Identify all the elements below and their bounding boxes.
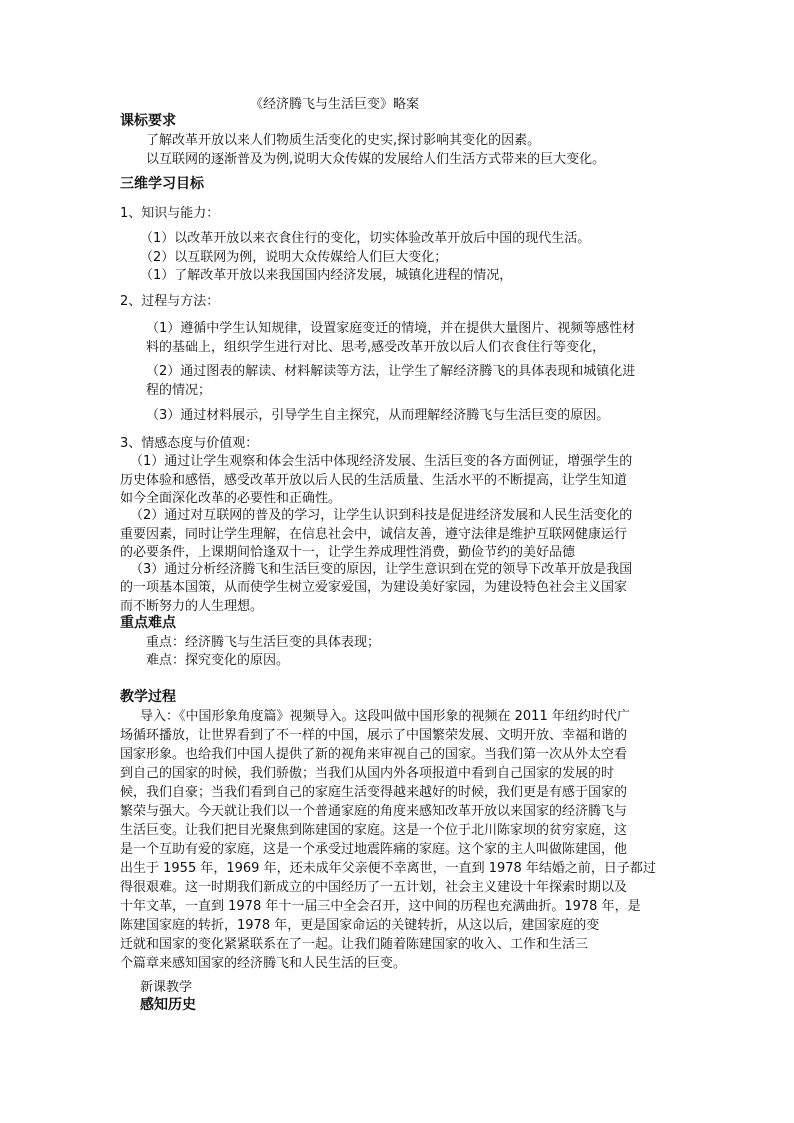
document-title: 《经济腾飞与生活巨变》略案 <box>250 97 420 112</box>
jiaoxue-line: 个篇章来感知国家的经济腾飞和人民生活的巨变。 <box>120 956 407 971</box>
zhishi-item: （1）了解改革开放以来我国国内经济发展，城镇化进程的情况， <box>140 268 513 283</box>
kebiao-line: 了解改革开放以来人们物质生活变化的史实,探讨影响其变化的因素。 <box>146 133 541 148</box>
heading-sanwei: 三维学习目标 <box>120 176 204 192</box>
guocheng-item-cont: 程的情况； <box>146 383 212 398</box>
qinggan-item-cont: 而不断努力的人生理想。 <box>120 599 264 614</box>
guocheng-label: 2、过程与方法： <box>120 294 220 309</box>
jiaoxue-line: 生活巨变。让我们把目光聚焦到陈建国的家庭。这是一个位于北川陈家坝的贫穷家庭，这 <box>120 823 628 838</box>
jiaoxue-line: 得很艰难。这一时期我们新成立的中国经历了一五计划，社会主义建设十年探索时期以及 <box>120 880 628 895</box>
qinggan-item-cont: 重要因素，同时让学生理解，在信息社会中，诚信友善，遵守法律是维护互联网健康运行 <box>120 527 628 542</box>
jiaoxue-line: 十年文革，一直到 1978 年十一届三中全会召开，这中间的历程也充满曲折。1978 年，是 <box>120 899 641 914</box>
jiaoxue-line: 国家形象。也给我们中国人提供了新的视角来审视自己的国家。当我们第一次从外太空看 <box>120 747 628 762</box>
heading-zhongdian: 重点难点 <box>120 615 176 631</box>
jiaoxue-line: 出生于 1955 年，1969 年，还未成年父亲便不幸离世，一直到 1978 年结婚之前，日子都过 <box>120 861 656 876</box>
qinggan-item: （2）通过对互联网的普及的学习，让学生认识到科技是促进经济发展和人民生活变化的 <box>130 508 633 523</box>
jiaoxue-line: 场循环播放，让世界看到了不一样的中国，展示了中国繁荣发展、文明开放、幸福和谐的 <box>120 728 628 743</box>
jiaoxue-line: 到自己的国家的时候，我们骄傲；当我们从国内外各项报道中看到自己国家的发展的时 <box>120 766 615 781</box>
guocheng-item: （2）通过图表的解读、材料解读等方法，让学生了解经济腾飞的具体表现和城镇化进 <box>146 364 636 379</box>
heading-jiaoxue: 教学过程 <box>120 689 176 705</box>
heading-kebiao: 课标要求 <box>120 113 176 129</box>
zhongdian-line: 难点：探究变化的原因。 <box>146 653 290 668</box>
qinggan-item-cont: 如今全面深化改革的必要性和正确性。 <box>120 491 342 506</box>
qinggan-item-cont: 的必要条件，上课期间恰逢双十一，让学生养成理性消费，勤俭节约的美好品德 <box>120 545 576 560</box>
kebiao-line: 以互联网的逐渐普及为例,说明大众传媒的发展给人们生活方式带来的巨大变化。 <box>146 152 606 167</box>
qinggan-item-cont: 的一项基本国策，从而使学生树立爱家爱国，为建设美好家园，为建设特色社会主义国家 <box>120 580 628 595</box>
xinke-label: 新课教学 <box>140 980 193 995</box>
xinke-subheading: 感知历史 <box>140 997 196 1013</box>
jiaoxue-line: 陈建国家庭的转折，1978 年，更是国家命运的关键转折，从这以后，建国家庭的变 <box>120 918 600 933</box>
guocheng-item: （1）遵循中学生认知规律，设置家庭变迁的情境，并在提供大量图片、视频等感性材 <box>146 321 636 336</box>
zhishi-label: 1、知识与能力： <box>120 206 220 221</box>
qinggan-label: 3、情感态度与价值观： <box>120 436 259 451</box>
jiaoxue-line: 候，我们自豪；当我们看到自己的家庭生活变得越来越好的时候，我们更是有感于国家的 <box>120 785 628 800</box>
jiaoxue-line: 导入：《中国形象角度篇》视频导入。这段叫做中国形象的视频在 2011 年纽约时代广 <box>140 709 630 724</box>
qinggan-item: （1）通过让学生观察和体会生活中体现经济发展、生活巨变的各方面例证，增强学生的 <box>130 454 633 469</box>
guocheng-item: （3）通过材料展示，引导学生自主探究，从而理解经济腾飞与生活巨变的原因。 <box>146 408 610 423</box>
jiaoxue-line: 是一个互助有爱的家庭，这是一个承受过地震阵痛的家庭。这个家的主人叫做陈建国，他 <box>120 842 628 857</box>
qinggan-item-cont: 历史体验和感悟，感受改革开放以后人民的生活质量、生活水平的不断提高，让学生知道 <box>120 473 628 488</box>
jiaoxue-line: 繁荣与强大。今天就让我们以一个普通家庭的角度来感知改革开放以来国家的经济腾飞与 <box>120 804 628 819</box>
zhishi-item: （2）以互联网为例，说明大众传媒给人们巨大变化； <box>140 250 448 265</box>
guocheng-item-cont: 料的基础上，组织学生进行对比、思考,感受改革开放以后人们衣食住行等变化， <box>146 340 606 355</box>
zhishi-item: （1）以改革开放以来衣食住行的变化，切实体验改革开放后中国的现代生活。 <box>140 231 591 246</box>
jiaoxue-line: 迁就和国家的变化紧紧联系在了一起。让我们随着陈建国家的收入、工作和生活三 <box>120 937 589 952</box>
qinggan-item: （3）通过分析经济腾飞和生活巨变的原因，让学生意识到在党的领导下改革开放是我国 <box>130 562 633 577</box>
zhongdian-line: 重点：经济腾飞与生活巨变的具体表现； <box>146 635 381 650</box>
